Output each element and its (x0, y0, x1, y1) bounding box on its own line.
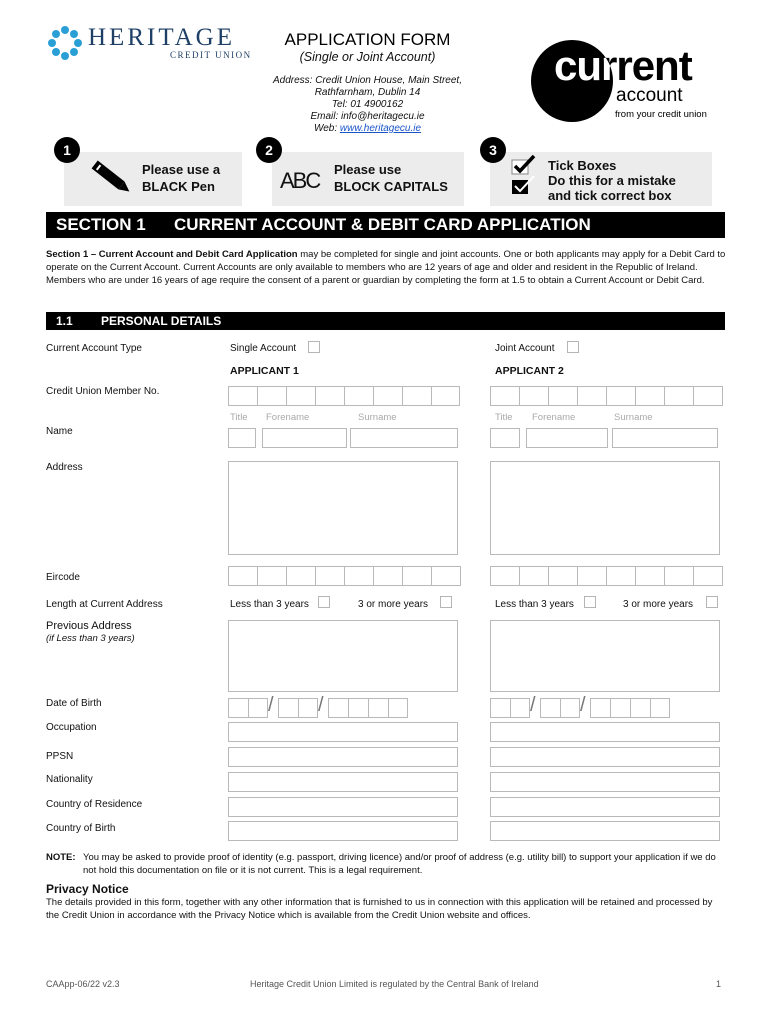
step-3-number: 3 (480, 137, 506, 163)
form-title: APPLICATION FORM (284, 30, 451, 49)
step-1-line-2: BLACK Pen (142, 179, 215, 194)
step-3-line-2: Do this for a mistake (548, 173, 676, 188)
step-2-line-1: Please use (334, 162, 402, 177)
title-hint-2: Title (495, 412, 513, 423)
more-3-checkbox-1[interactable] (440, 596, 452, 608)
address-label: Address (46, 462, 83, 473)
tick-box-icon (510, 154, 540, 176)
step-1-text (142, 161, 220, 195)
pen-icon (88, 157, 136, 199)
birth-country-input-2[interactable] (490, 821, 720, 841)
web-label: Web: (313, 123, 340, 134)
address-input-2[interactable] (490, 461, 720, 555)
note-text: You may be asked to provide proof of identity (e.g. passport, driving licence) and/or proof of address (e.g. utility bill) to support your application if we do not hold this documentation on file or it is not current. This is a legal requirement. (83, 852, 716, 876)
occupation-label: Occupation (46, 722, 97, 733)
eircode-input-2[interactable] (490, 566, 723, 586)
residence-input-2[interactable] (490, 797, 720, 817)
birth-country-input-1[interactable] (228, 821, 458, 841)
dob-year-1[interactable] (328, 698, 408, 718)
joint-account-checkbox[interactable] (567, 341, 579, 353)
badge-word-current: current (554, 42, 692, 89)
dob-separator: / (530, 694, 536, 716)
prev-address-input-1[interactable] (228, 620, 458, 692)
badge-tagline: from your credit union (615, 109, 707, 120)
section-1-bar (46, 212, 725, 238)
ppsn-input-2[interactable] (490, 747, 720, 767)
dob-separator: / (318, 694, 324, 716)
joint-account-label: Joint Account (495, 343, 555, 354)
member-no-input-2[interactable] (490, 386, 723, 406)
ppsn-input-1[interactable] (228, 747, 458, 767)
web-link[interactable]: www.heritagecu.ie (339, 123, 422, 134)
dob-day-2[interactable] (490, 698, 530, 718)
name-label: Name (46, 426, 73, 437)
forename-hint-1: Forename (266, 412, 310, 423)
less-3-label-2: Less than 3 years (495, 599, 574, 610)
step-3-line-1: Tick Boxes (548, 158, 617, 173)
form-subtitle: (Single or Joint Account) (299, 50, 436, 64)
ppsn-label: PPSN (46, 751, 74, 762)
footer-code: CAApp-06/22 v2.3 (46, 979, 120, 989)
step-3-line-3: and tick correct box (548, 188, 672, 203)
title-input-2[interactable] (490, 428, 520, 448)
dob-separator: / (580, 694, 586, 716)
surname-hint-2: Surname (614, 412, 653, 423)
dob-day-1[interactable] (228, 698, 268, 718)
privacy-text: The details provided in this form, together with any other information that is furnished to us in connection with this application will be retained and processed by the Credit Union in accordance with the Privacy Notice which is available from the Credit Union website and offices. (46, 897, 713, 921)
surname-input-2[interactable] (612, 428, 718, 448)
length-label: Length at Current Address (46, 599, 163, 610)
dob-year-2[interactable] (590, 698, 670, 718)
eircode-input-1[interactable] (228, 566, 461, 586)
contact-block (250, 75, 485, 135)
phone-line: Tel: 01 4900162 (331, 99, 404, 110)
single-account-checkbox[interactable] (308, 341, 320, 353)
step-1-line-1: Please use a (142, 162, 221, 177)
single-account-label: Single Account (230, 343, 297, 354)
less-3-label-1: Less than 3 years (230, 599, 309, 610)
logo-name: HERITAGE (88, 24, 235, 51)
heritage-logo (48, 24, 253, 64)
abc-glyph: ABC (280, 168, 320, 193)
intro-text: may be completed for single and joint accounts. One or both applicants may apply for a Debit Card to operate on the Current Account. Current Accounts are only available to members who are 12 years of age and older and resident in the Republic of Ireland. Members who are under 16 years of age require the consent of a parent or guardian by completing the form at 1.5 to obtain a Current Account or Debit Card. (46, 249, 726, 286)
applicant-1-heading: APPLICANT 1 (230, 365, 299, 377)
more-3-label-2: 3 or more years (623, 599, 694, 610)
forename-input-1[interactable] (262, 428, 347, 448)
dob-label: Date of Birth (46, 698, 102, 709)
title-hint-1: Title (230, 412, 248, 423)
address-line-2: Rathfarnham, Dublin 14 (314, 87, 421, 98)
heritage-emblem-icon (48, 26, 82, 60)
step-2-number: 2 (256, 137, 282, 163)
step-2-text (334, 161, 448, 195)
address-input-1[interactable] (228, 461, 458, 555)
mistake-box-icon (510, 176, 540, 198)
forename-hint-2: Forename (532, 412, 576, 423)
personal-details-bar (46, 312, 725, 330)
forename-input-2[interactable] (526, 428, 608, 448)
note-label: NOTE: (46, 852, 76, 863)
step-3-text (548, 158, 676, 203)
prev-address-label: Previous Address (46, 620, 132, 632)
badge-word-account: account (616, 85, 683, 106)
birth-country-label: Country of Birth (46, 823, 116, 834)
applicant-2-heading: APPLICANT 2 (495, 365, 564, 377)
personal-details-title: PERSONAL DETAILS (101, 314, 222, 328)
section-1-label: SECTION 1 (56, 215, 146, 234)
footer-regulated: Heritage Credit Union Limited is regulated by the Central Bank of Ireland (250, 979, 539, 989)
footer-page: 1 (716, 979, 722, 989)
dob-month-1[interactable] (278, 698, 318, 718)
eircode-label: Eircode (46, 572, 80, 583)
residence-input-1[interactable] (228, 797, 458, 817)
residence-label: Country of Residence (46, 799, 143, 810)
personal-details-num: 1.1 (56, 314, 73, 328)
prev-address-hint: (if Less than 3 years) (46, 633, 135, 644)
member-no-label: Credit Union Member No. (46, 386, 160, 397)
surname-hint-1: Surname (358, 412, 397, 423)
email-line: Email: info@heritagecu.ie (310, 111, 425, 122)
section-1-title: CURRENT ACCOUNT & DEBIT CARD APPLICATION (174, 215, 591, 234)
current-account-badge (528, 36, 728, 126)
surname-input-1[interactable] (350, 428, 458, 448)
more-3-checkbox-2[interactable] (706, 596, 718, 608)
step-2-line-2: BLOCK CAPITALS (334, 179, 448, 194)
less-3-checkbox-1[interactable] (318, 596, 330, 608)
nationality-input-2[interactable] (490, 772, 720, 792)
dob-separator: / (268, 694, 274, 716)
occupation-input-2[interactable] (490, 722, 720, 742)
web-line (250, 123, 485, 135)
occupation-input-1[interactable] (228, 722, 458, 742)
section-1-intro (46, 248, 726, 287)
nationality-input-1[interactable] (228, 772, 458, 792)
more-3-label-1: 3 or more years (358, 599, 429, 610)
prev-address-input-2[interactable] (490, 620, 720, 692)
less-3-checkbox-2[interactable] (584, 596, 596, 608)
privacy-title: Privacy Notice (46, 882, 129, 896)
account-type-label: Current Account Type (46, 343, 142, 354)
dob-month-2[interactable] (540, 698, 580, 718)
member-no-input-1[interactable] (228, 386, 460, 406)
nationality-label: Nationality (46, 774, 93, 785)
intro-bold: Section 1 – Current Account and Debit Card Application (46, 249, 298, 260)
logo-subtitle: CREDIT UNION (170, 50, 252, 60)
step-1-number: 1 (54, 137, 80, 163)
title-input-1[interactable] (228, 428, 256, 448)
address-line-1: Address: Credit Union House, Main Street, (273, 75, 462, 86)
